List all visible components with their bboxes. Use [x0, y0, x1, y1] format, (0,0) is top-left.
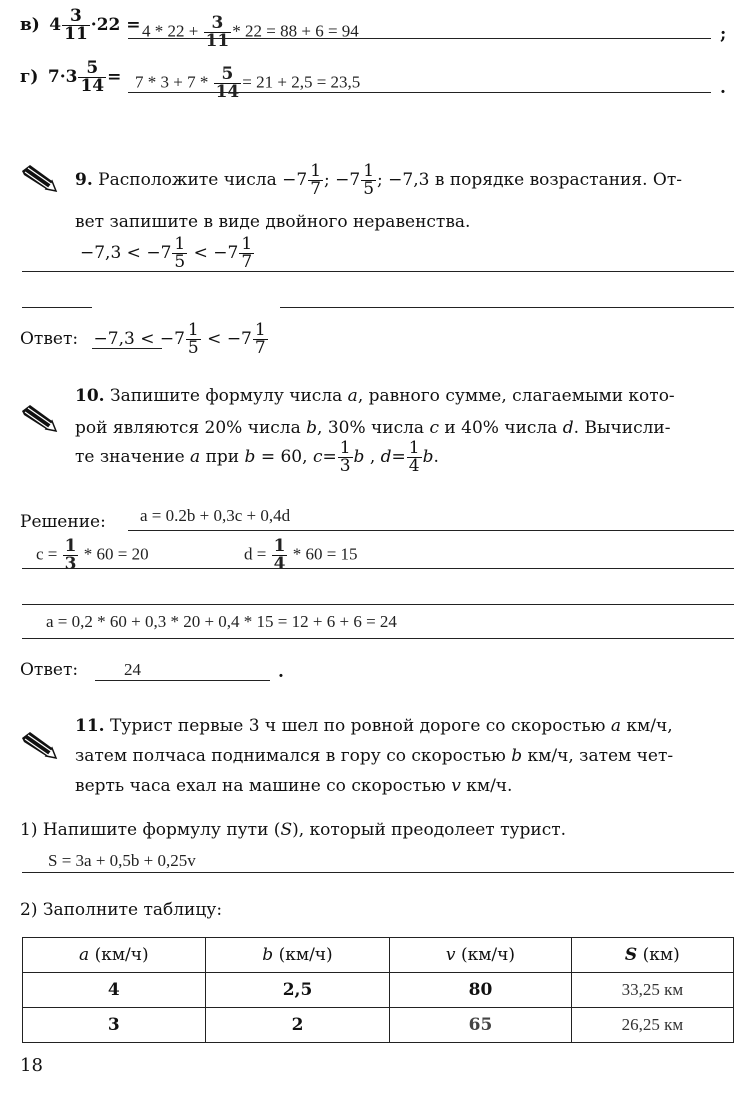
solution-label: Решение: [20, 512, 106, 532]
task10-answer-label: Ответ: [20, 660, 79, 680]
table-cell: 26,25 км [571, 1008, 733, 1043]
table-cell: 2 [205, 1008, 390, 1043]
task10-answer-value: 24 [124, 660, 141, 679]
pencil-icon [20, 163, 60, 193]
question-1-answer: S = 3a + 0,5b + 0,25v [48, 851, 196, 870]
end-punct: . [278, 662, 284, 682]
task10-statement-line1: 10. Запишите формулу числа a, равного сумме, слагаемыми кото- [75, 386, 675, 406]
task11-statement-line3: верть часа ехал на машине со скоростью v км/ч. [75, 776, 513, 796]
work-line [22, 271, 734, 272]
fraction: $\frac{1}{5}$ [174, 234, 186, 272]
fraction: $\frac{1}{7}$ [241, 234, 253, 272]
table-cell: 4 [23, 973, 206, 1008]
task10-statement-line2: рой являются 20% числа b, 30% числа c и 40% числа d. Вычисли- [75, 418, 671, 438]
task9-statement-line2: вет запишите в виде двойного неравенства. [75, 212, 471, 232]
fraction: $\frac{1}{3}$ [339, 438, 351, 476]
item-label: в) [20, 15, 40, 35]
fraction: $\frac{1}{4}$ [273, 536, 286, 574]
table-cell: 65 [390, 1008, 571, 1043]
item-label: г) [20, 67, 39, 87]
table-header: b (км/ч) [205, 938, 390, 973]
task-number: 11. [75, 716, 105, 736]
fraction: $\frac{1}{5}$ [187, 320, 199, 358]
task11-statement-line1: 11. Турист первые 3 ч шел по ровной дороге со скоростью a км/ч, [75, 716, 673, 736]
fraction: $\frac{5}{14}$ [215, 64, 240, 102]
task-number: 9. [75, 170, 93, 190]
expression-rest: ·22 = [90, 15, 141, 35]
answer-line [95, 680, 270, 681]
solution-line3: a = 0,2 * 60 + 0,3 * 20 + 0,4 * 15 = 12 + 6 + 6 = 24 [46, 612, 397, 631]
table-cell: 3 [23, 1008, 206, 1043]
answer-label: Ответ: [20, 329, 79, 349]
task8-g-answer: 7 * 3 + 7 * $\frac{5}{14}$ = 21 + 2,5 = 23,5 [135, 64, 361, 102]
fraction: $\frac{1}{7}$ [254, 320, 266, 358]
fraction: $\frac{1}{5}$ [363, 161, 375, 199]
task11-statement-line2: затем полчаса поднимался в гору со скоростью b км/ч, затем чет- [75, 746, 674, 766]
question-1: 1) Напишите формулу пути (S), который преодолеет турист. [20, 820, 567, 840]
task8-v-answer: 4 * 22 + $\frac{3}{11}$ * 22 = 88 + 6 = 94 [142, 13, 359, 51]
work-line [22, 307, 92, 308]
pencil-icon [20, 403, 60, 433]
fraction: $\frac{3}{11}$ [64, 6, 88, 44]
work-line [280, 307, 734, 308]
table-cell: 33,25 км [571, 973, 733, 1008]
task9-statement-line1: 9. Расположите числа −7 $\frac{1}{7}$ ; −7 $\frac{1}{5}$ ; −7,3 в порядке возрастания. От- [75, 161, 683, 199]
work-line [22, 604, 734, 605]
table-header-row [23, 938, 734, 973]
table-header: S (км) [571, 938, 733, 973]
answer-line [128, 38, 711, 39]
pencil-icon [20, 730, 60, 760]
end-punct: . [720, 78, 726, 98]
fraction: $\frac{1}{3}$ [64, 536, 77, 574]
solution-line2-d: d = $\frac{1}{4}$ * 60 = 15 [244, 536, 358, 574]
solution-line1: a = 0.2b + 0,3c + 0,4d [140, 506, 291, 525]
table-cell: 80 [390, 973, 571, 1008]
work-line [22, 568, 734, 569]
table-row [23, 973, 734, 1008]
table-header: a (км/ч) [23, 938, 206, 973]
answer-line [128, 92, 711, 93]
answer-line [22, 872, 734, 873]
task9-answer: Ответ: −7,3 < −7 $\frac{1}{5}$ < −7 $\frac{1}{7}$ [20, 320, 266, 358]
task8-g-problem [20, 60, 121, 95]
answer-line [92, 348, 162, 349]
table-header: v (км/ч) [390, 938, 571, 973]
mixed-whole: 4 [49, 15, 62, 35]
table-cell: 2,5 [205, 973, 390, 1008]
question-2: 2) Заполните таблицу: [20, 900, 223, 920]
expression-lead: 7·3 [47, 67, 78, 87]
table-row [23, 1008, 734, 1043]
work-line [22, 638, 734, 639]
expression-rest: = [107, 67, 122, 87]
task-number: 10. [75, 386, 105, 406]
task9-work: −7,3 < −7 $\frac{1}{5}$ < −7 $\frac{1}{7}$ [80, 234, 253, 272]
fraction: $\frac{3}{11}$ [205, 13, 230, 51]
end-punct: ; [720, 24, 727, 44]
fraction: $\frac{1}{7}$ [310, 161, 322, 199]
page-number: 18 [20, 1055, 43, 1076]
task10-statement-line3: те значение a при b = 60, c= $\frac{1}{3}$ b , d= $\frac{1}{4}$ b. [75, 438, 439, 476]
task8-v-problem [20, 8, 141, 43]
fraction: $\frac{5}{14}$ [80, 58, 105, 96]
fraction: $\frac{1}{4}$ [408, 438, 420, 476]
work-line [128, 530, 734, 531]
speed-table [22, 937, 734, 1043]
solution-line2-c: c = $\frac{1}{3}$ * 60 = 20 [36, 536, 149, 574]
